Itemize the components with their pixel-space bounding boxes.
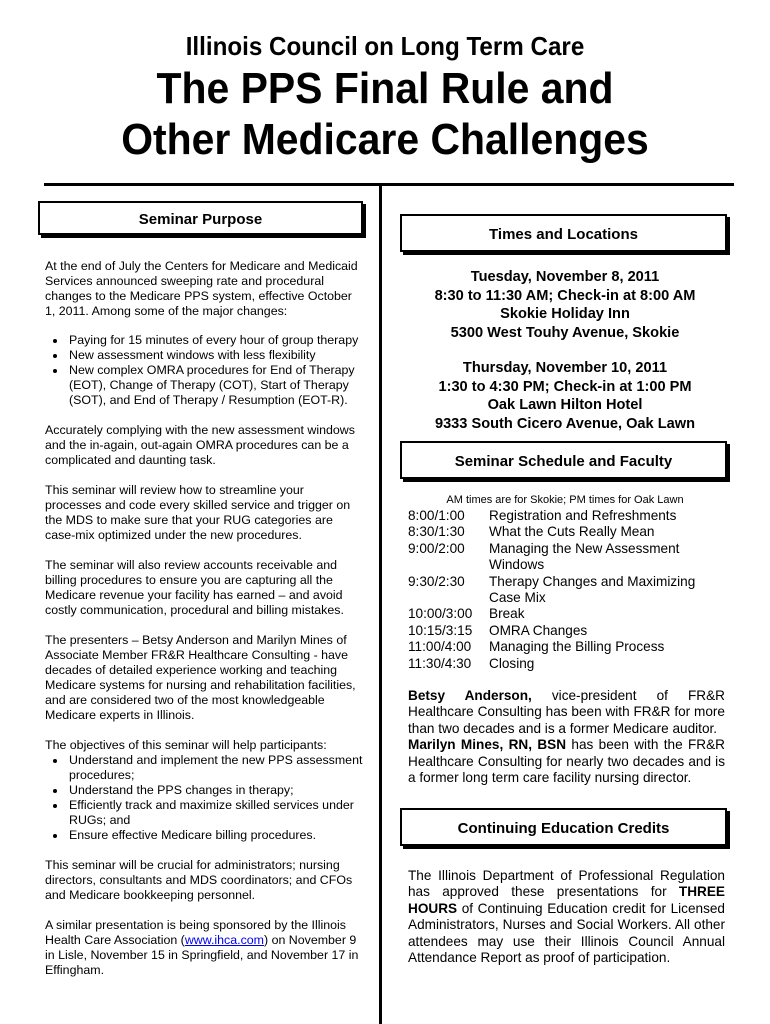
- location-time: 8:30 to 11:30 AM; Check-in at 8:00 AM: [434, 287, 696, 304]
- changes-list: [45, 333, 363, 408]
- schedule-row: [408, 524, 728, 540]
- location-date: Thursday, November 10, 2011: [462, 360, 668, 376]
- list-item: • Understand and implement the new PPS assessment procedures;: [67, 753, 363, 783]
- faculty-bios: [408, 688, 725, 786]
- title-line-2: Other Medicare Challenges: [121, 115, 649, 164]
- location-venue: Skokie Holiday Inn: [500, 306, 630, 323]
- schedule-time: 10:15/3:15: [408, 622, 473, 638]
- faculty-anderson: [408, 688, 725, 737]
- location-skokie: [400, 268, 730, 342]
- credits-body: [408, 868, 725, 966]
- location-date: Tuesday, November 8, 2011: [470, 269, 660, 285]
- schedule-time: 8:00/1:00: [408, 508, 465, 523]
- ihca-link[interactable]: www.ihca.com: [184, 933, 264, 947]
- faculty-name: Betsy Anderson,: [408, 688, 532, 703]
- credits-text-post: of Continuing Education credit for Licensed Administrators, Nurses and Social Workers. All other attendees may use their Illinois Council Annual Attendance Report as proof of participation.: [408, 900, 725, 966]
- horizontal-divider: [44, 183, 734, 186]
- title-line-1: The PPS Final Rule and: [156, 64, 614, 113]
- schedule-row: [408, 606, 728, 622]
- seminar-purpose-body: [45, 259, 363, 993]
- purpose-accounts-paragraph: The seminar will also review accounts receivable and billing procedures to ensure you are capturing all the Medicare revenue your facility has earned – and avoid costly communication, procedural and billing mistakes.: [45, 558, 344, 617]
- faculty-bio: has been with the FR&R Healthcare Consulting for nearly two decades and is a former long term care facility nursing director.: [408, 737, 725, 786]
- schedule-heading: Seminar Schedule and Faculty: [454, 453, 673, 470]
- schedule-row: [408, 574, 728, 607]
- list-item: • Ensure effective Medicare billing procedures.: [67, 828, 363, 843]
- schedule-time: 8:30/1:30: [408, 524, 465, 540]
- schedule-item: What the Cuts Really Mean: [489, 524, 655, 540]
- similar-text-post: ) on November 9 in Lisle, November 15 in Springfield, and November 17 in Effingham.: [45, 933, 359, 977]
- credits-hours: THREE HOURS: [408, 884, 725, 916]
- schedule-item: Registration and Refreshments: [489, 508, 677, 523]
- purpose-crucial-paragraph: This seminar will be crucial for administrators; nursing directors, consultants and MDS coordinators; and CFOs and Medicare bookkeeping personnel.: [45, 858, 353, 902]
- credits-heading-box: [400, 808, 727, 846]
- location-venue: Oak Lawn Hilton Hotel: [487, 397, 643, 414]
- objectives-list: [45, 753, 363, 843]
- schedule-item: OMRA Changes: [489, 622, 588, 638]
- schedule-item: Therapy Changes and Maximizing Case Mix: [489, 573, 696, 606]
- faculty-mines: [408, 737, 725, 786]
- schedule-item: Break: [489, 606, 525, 622]
- purpose-review-paragraph: This seminar will review how to streamline your processes and code every skilled service and trigger on the MDS to make sure that your RUG categories are case-mix optimized under the new procedures.: [45, 483, 351, 542]
- schedule-row: [408, 656, 728, 672]
- schedule-time: 10:00/3:00: [408, 606, 473, 622]
- schedule-item: Managing the Billing Process: [489, 639, 665, 655]
- times-locations-heading-box: [400, 214, 727, 252]
- list-item: • New assessment windows with less flexibility: [67, 348, 363, 363]
- schedule-row: [408, 541, 728, 574]
- schedule-row: [408, 508, 728, 524]
- credits-heading: Continuing Education Credits: [457, 820, 670, 837]
- schedule-time: 9:00/2:00: [408, 540, 465, 556]
- list-item: • Paying for 15 minutes of every hour of group therapy: [67, 333, 363, 348]
- schedule-heading-box: [400, 441, 727, 479]
- schedule-table: [408, 508, 728, 672]
- purpose-complex-paragraph: Accurately complying with the new assessment windows and the in-again, out-again OMRA procedures can be a complicated and daunting task.: [45, 423, 355, 467]
- schedule-row: [408, 623, 728, 639]
- list-item: • Efficiently track and maximize skilled services under RUGs; and: [67, 798, 363, 828]
- schedule-row: [408, 639, 728, 655]
- schedule-item: Managing the New Assessment Windows: [489, 540, 680, 573]
- schedule-time: 11:00/4:00: [408, 639, 472, 655]
- purpose-presenters-paragraph: The presenters – Betsy Anderson and Marilyn Mines of Associate Member FR&R Healthcare Consulting - have decades of detailed experience working and teaching Medicare systems for nursing and rehabilitation facilities, and are considered two of the most knowledgeable Medicare experts in Illinois.: [45, 633, 356, 722]
- faculty-name: Marilyn Mines, RN, BSN: [408, 737, 567, 753]
- times-locations-heading: Times and Locations: [489, 226, 638, 243]
- location-time: 1:30 to 4:30 PM; Check-in at 1:00 PM: [438, 378, 692, 395]
- schedule-item: Closing: [489, 655, 535, 671]
- page-header: [0, 30, 770, 164]
- faculty-bio: vice-president of FR&R Healthcare Consulting has been with FR&R for more than two decades and is a former Medicare auditor.: [408, 688, 725, 736]
- credits-text-pre: The Illinois Department of Professional Regulation has approved these presentations for: [408, 868, 725, 900]
- seminar-purpose-heading-box: [38, 201, 363, 235]
- schedule-time: 9:30/2:30: [408, 573, 465, 589]
- purpose-intro: At the end of July the Centers for Medicare and Medicaid Services announced sweeping rate and procedural changes to the Medicare PPS system, effective October 1, 2011. Among some of the major changes:: [45, 259, 358, 318]
- objectives-intro: The objectives of this seminar will help participants:: [45, 738, 327, 752]
- location-oak-lawn: [400, 359, 730, 433]
- schedule-note: AM times are for Skokie; PM times for Oak Lawn: [446, 494, 684, 506]
- similar-presentation-paragraph: [45, 918, 363, 978]
- organization-name: Illinois Council on Long Term Care: [185, 31, 585, 61]
- location-address: 9333 South Cicero Avenue, Oak Lawn: [434, 415, 696, 432]
- vertical-divider: [379, 186, 382, 1024]
- list-item: • New complex OMRA procedures for End of Therapy (EOT), Change of Therapy (COT), Start of Therapy (SOT), and End of Therapy / Resumption (EOT-R).: [67, 363, 363, 408]
- list-item: • Understand the PPS changes in therapy;: [67, 783, 363, 798]
- similar-text-pre: A similar presentation is being sponsored by the Illinois Health Care Association (: [45, 918, 346, 947]
- seminar-purpose-heading: Seminar Purpose: [138, 211, 263, 228]
- location-address: 5300 West Touhy Avenue, Skokie: [450, 324, 680, 341]
- schedule-time: 11:30/4:30: [408, 655, 472, 671]
